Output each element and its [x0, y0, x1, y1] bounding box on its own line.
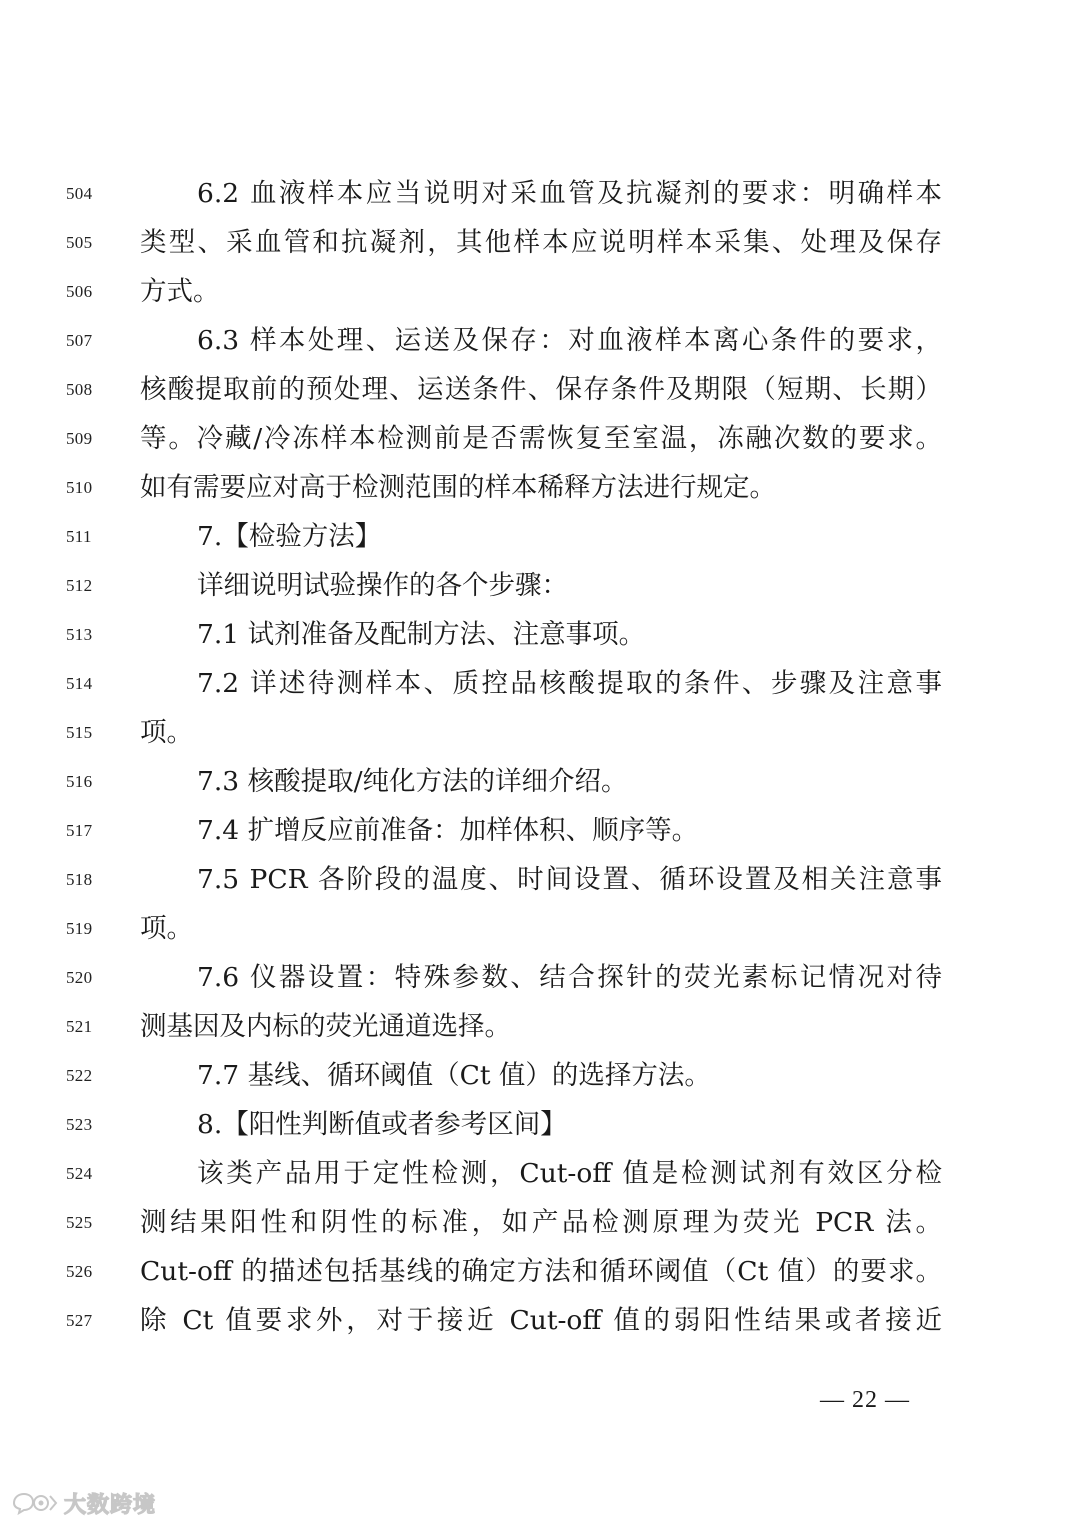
line-number: 510 — [66, 478, 93, 497]
document-line — [0, 905, 1080, 954]
line-text: 该类产品用于定性检测，Cut-off 值是检测试剂有效区分检 — [197, 1158, 942, 1189]
line-text: 详细说明试验操作的各个步骤： — [197, 570, 568, 601]
line-text: 类型、采血管和抗凝剂，其他样本应说明样本采集、处理及保存 — [140, 227, 942, 258]
watermark-text: 大数跨境 — [64, 1492, 157, 1518]
line-text: 如有需要应对高于检测范围的样本稀释方法进行规定。 — [140, 472, 776, 503]
line-text: 7.6 仪器设置：特殊参数、结合探针的荧光素标记情况对待 — [197, 962, 942, 993]
line-number: 517 — [66, 821, 93, 840]
line-number: 520 — [66, 968, 93, 987]
line-text: 7.5 PCR 各阶段的温度、时间设置、循环设置及相关注意事 — [197, 864, 942, 895]
line-number: 504 — [66, 184, 93, 203]
line-number: 526 — [66, 1262, 93, 1281]
line-number: 512 — [66, 576, 93, 595]
document-line — [0, 660, 1080, 709]
line-text: 测基因及内标的荧光通道选择。 — [140, 1011, 511, 1042]
document-line — [0, 170, 1080, 219]
line-number: 511 — [66, 527, 92, 546]
document-line — [0, 562, 1080, 611]
line-number: 509 — [66, 429, 93, 448]
line-number: 513 — [66, 625, 93, 644]
line-text: 项。 — [140, 913, 193, 944]
line-number: 519 — [66, 919, 93, 938]
document-line — [0, 464, 1080, 513]
document-line — [0, 1297, 1080, 1346]
document-line — [0, 954, 1080, 1003]
document-line — [0, 807, 1080, 856]
document-line — [0, 268, 1080, 317]
line-number: 507 — [66, 331, 93, 350]
line-number: 523 — [66, 1115, 93, 1134]
line-text: 7.3 核酸提取/纯化方法的详细介绍。 — [197, 766, 628, 797]
line-text: 7.【检验方法】 — [197, 521, 382, 552]
document-line — [0, 758, 1080, 807]
watermark — [10, 1488, 156, 1518]
line-text: 7.2 详述待测样本、质控品核酸提取的条件、步骤及注意事 — [197, 668, 942, 699]
line-number: 506 — [66, 282, 93, 301]
line-number: 515 — [66, 723, 93, 742]
line-text: 6.3 样本处理、运送及保存：对血液样本离心条件的要求， — [197, 325, 942, 356]
document-line — [0, 1199, 1080, 1248]
document-line — [0, 1003, 1080, 1052]
document-line — [0, 366, 1080, 415]
document-line — [0, 1248, 1080, 1297]
document-line — [0, 219, 1080, 268]
line-text: 除 Ct 值要求外，对于接近 Cut-off 值的弱阳性结果或者接近 — [140, 1305, 942, 1336]
line-number: 505 — [66, 233, 93, 252]
document-line — [0, 856, 1080, 905]
line-text: 项。 — [140, 717, 193, 748]
line-number: 522 — [66, 1066, 93, 1085]
document-line — [0, 513, 1080, 562]
document-line — [0, 611, 1080, 660]
line-text: 核酸提取前的预处理、运送条件、保存条件及期限（短期、长期） — [140, 374, 942, 405]
document-line — [0, 415, 1080, 464]
line-text: 8.【阳性判断值或者参考区间】 — [197, 1109, 567, 1140]
line-text: 7.7 基线、循环阈值（Ct 值）的选择方法。 — [197, 1060, 711, 1091]
line-number: 525 — [66, 1213, 93, 1232]
line-text: 方式。 — [140, 276, 220, 307]
line-number: 527 — [66, 1311, 93, 1330]
line-text: 测结果阳性和阴性的标准，如产品检测原理为荧光 PCR 法。 — [140, 1207, 942, 1238]
line-text: Cut-off 的描述包括基线的确定方法和循环阈值（Ct 值）的要求。 — [140, 1256, 942, 1287]
document-line — [0, 709, 1080, 758]
line-number: 518 — [66, 870, 93, 889]
line-number: 521 — [66, 1017, 93, 1036]
line-number: 516 — [66, 772, 93, 791]
line-number: 508 — [66, 380, 93, 399]
line-number: 524 — [66, 1164, 93, 1183]
line-text: 7.4 扩增反应前准备：加样体积、顺序等。 — [197, 815, 699, 846]
page-number: — 22 — — [820, 1387, 910, 1413]
line-number: 514 — [66, 674, 93, 693]
document-line — [0, 1150, 1080, 1199]
document-line — [0, 317, 1080, 366]
document-line — [0, 1101, 1080, 1150]
line-text: 等。冷藏/冷冻样本检测前是否需恢复至室温，冻融次数的要求。 — [140, 423, 942, 454]
document-body — [0, 170, 1080, 1346]
document-line — [0, 1052, 1080, 1101]
line-text: 7.1 试剂准备及配制方法、注意事项。 — [197, 619, 646, 650]
line-text: 6.2 血液样本应当说明对采血管及抗凝剂的要求：明确样本 — [197, 178, 942, 209]
chat-bubble-logo-icon — [10, 1491, 58, 1515]
